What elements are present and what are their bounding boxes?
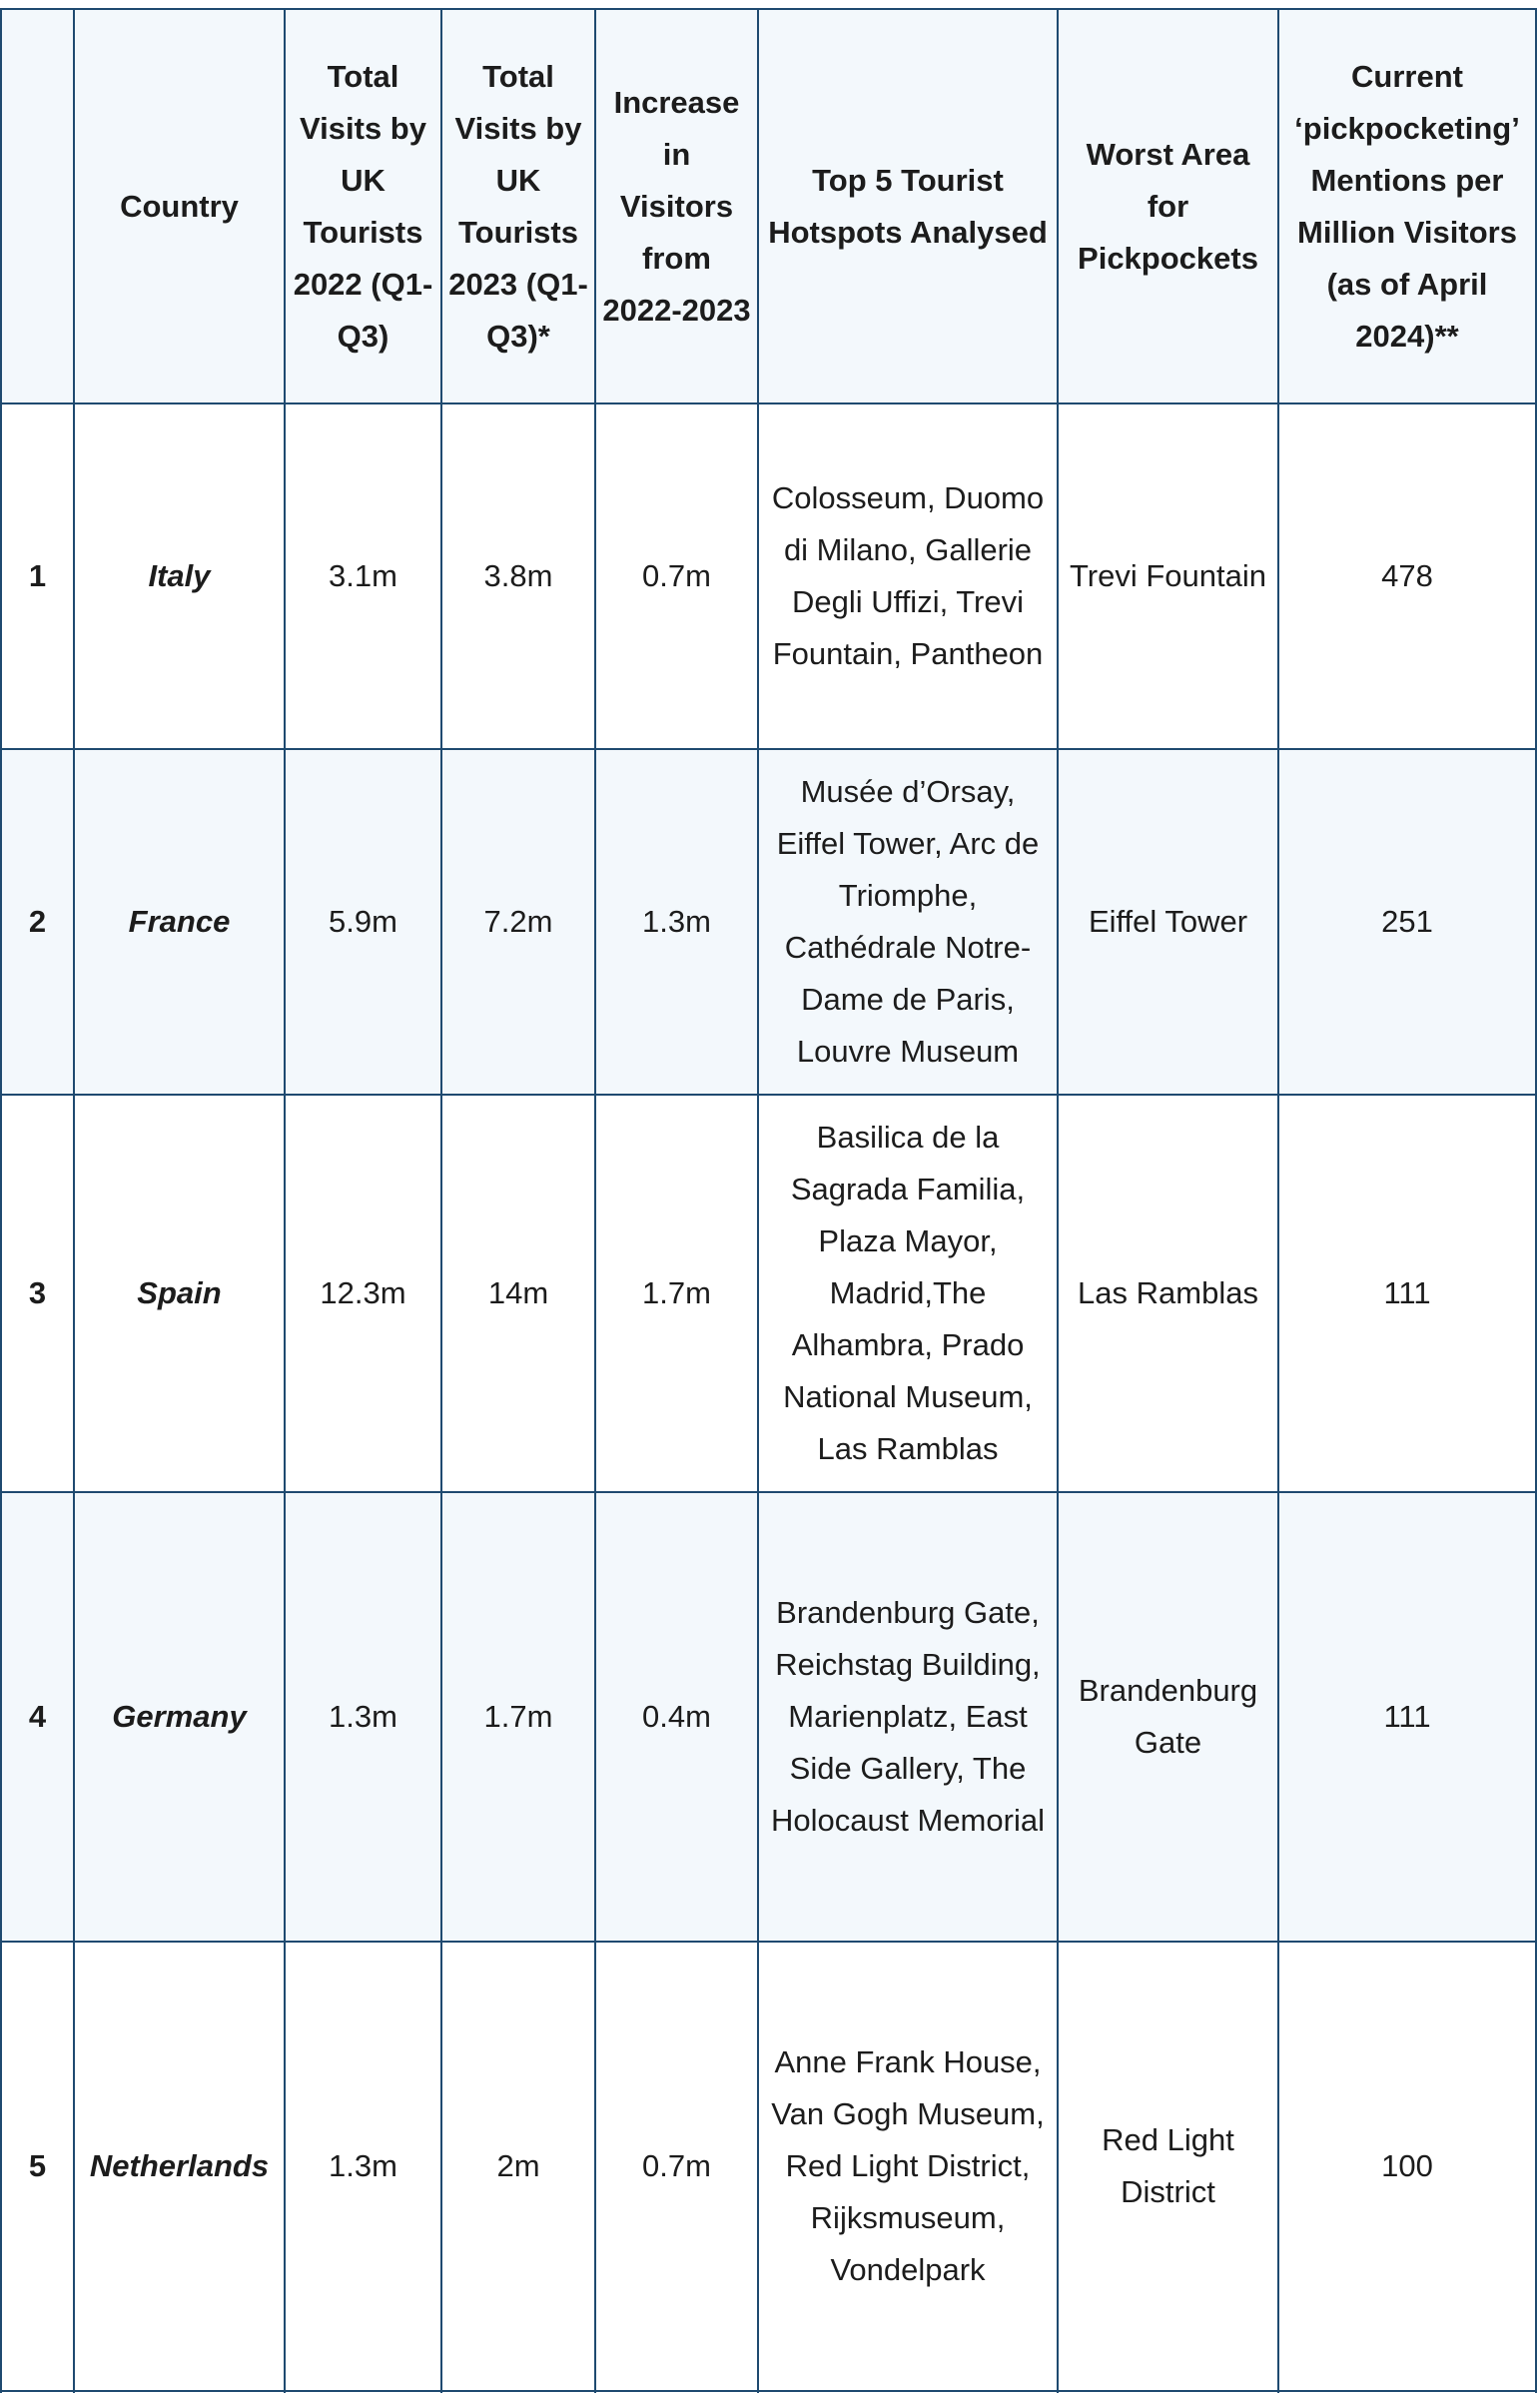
visits-2022-cell: 3.1m bbox=[285, 403, 441, 749]
table-row bbox=[1, 1095, 1536, 1492]
visits-2023-cell: 14m bbox=[441, 1095, 595, 1492]
header-increase: Increase in Visitors from 2022-2023 bbox=[595, 9, 758, 403]
visits-2023-cell: 7.2m bbox=[441, 749, 595, 1095]
visits-2022-cell: 5.9m bbox=[285, 749, 441, 1095]
mentions-cell: 111 bbox=[1278, 1095, 1536, 1492]
visits-2023-cell: 1.7m bbox=[441, 1492, 595, 1942]
hotspots-cell: Musée d’Orsay, Eiffel Tower, Arc de Triomphe, Cathédrale Notre-Dame de Paris, Louvre Museum bbox=[758, 749, 1058, 1095]
increase-cell: 1.7m bbox=[595, 1095, 758, 1492]
header-hotspots: Top 5 Tourist Hotspots Analysed bbox=[758, 9, 1058, 403]
header-worst-area: Worst Area for Pickpockets bbox=[1058, 9, 1278, 403]
table-row bbox=[1, 749, 1536, 1095]
country-cell: France bbox=[74, 749, 285, 1095]
rank-cell: 2 bbox=[1, 749, 74, 1095]
hotspots-cell: Colosseum, Duomo di Milano, Gallerie Degli Uffizi, Trevi Fountain, Pantheon bbox=[758, 403, 1058, 749]
visits-2022-cell: 12.3m bbox=[285, 1095, 441, 1492]
country-cell: Spain bbox=[74, 1095, 285, 1492]
country-cell: Netherlands bbox=[74, 1942, 285, 2391]
header-visits-2022: Total Visits by UK Tourists 2022 (Q1-Q3) bbox=[285, 9, 441, 403]
mentions-cell: 111 bbox=[1278, 1492, 1536, 1942]
mentions-cell: 251 bbox=[1278, 749, 1536, 1095]
increase-cell: 0.7m bbox=[595, 403, 758, 749]
worst-area-cell: Las Ramblas bbox=[1058, 1095, 1278, 1492]
worst-area-cell: Eiffel Tower bbox=[1058, 749, 1278, 1095]
worst-area-cell: Trevi Fountain bbox=[1058, 403, 1278, 749]
hotspots-cell: Anne Frank House, Van Gogh Museum, Red Light District, Rijksmuseum, Vondelpark bbox=[758, 1942, 1058, 2391]
visits-2023-cell: 2m bbox=[441, 1942, 595, 2391]
hotspots-cell: Brandenburg Gate, Reichstag Building, Marienplatz, East Side Gallery, The Holocaust Memorial bbox=[758, 1492, 1058, 1942]
country-cell: Italy bbox=[74, 403, 285, 749]
worst-area-cell: Brandenburg Gate bbox=[1058, 1492, 1278, 1942]
pickpocketing-table bbox=[0, 8, 1537, 2393]
rank-cell: 5 bbox=[1, 1942, 74, 2391]
country-cell: Germany bbox=[74, 1492, 285, 1942]
rank-cell: 4 bbox=[1, 1492, 74, 1942]
header-rank bbox=[1, 9, 74, 403]
table-row bbox=[1, 1492, 1536, 1942]
visits-2022-cell: 1.3m bbox=[285, 1942, 441, 2391]
header-visits-2023: Total Visits by UK Tourists 2023 (Q1-Q3)* bbox=[441, 9, 595, 403]
hotspots-cell: Basilica de la Sagrada Familia, Plaza Mayor, Madrid,The Alhambra, Prado National Museum, Las Ramblas bbox=[758, 1095, 1058, 1492]
header-country: Country bbox=[74, 9, 285, 403]
mentions-cell: 478 bbox=[1278, 403, 1536, 749]
visits-2023-cell: 3.8m bbox=[441, 403, 595, 749]
visits-2022-cell: 1.3m bbox=[285, 1492, 441, 1942]
rank-cell: 3 bbox=[1, 1095, 74, 1492]
table-row bbox=[1, 403, 1536, 749]
worst-area-cell: Red Light District bbox=[1058, 1942, 1278, 2391]
mentions-cell: 100 bbox=[1278, 1942, 1536, 2391]
header-row bbox=[1, 9, 1536, 403]
increase-cell: 0.7m bbox=[595, 1942, 758, 2391]
table-row bbox=[1, 1942, 1536, 2391]
increase-cell: 0.4m bbox=[595, 1492, 758, 1942]
rank-cell: 1 bbox=[1, 403, 74, 749]
increase-cell: 1.3m bbox=[595, 749, 758, 1095]
header-mentions: Current ‘pickpocketing’ Mentions per Million Visitors (as of April 2024)** bbox=[1278, 9, 1536, 403]
